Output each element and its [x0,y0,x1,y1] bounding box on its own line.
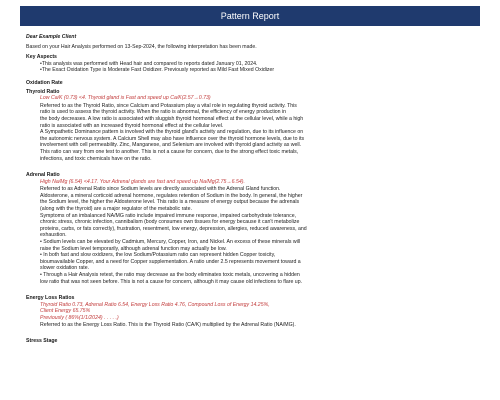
thyroid-line: the body decreases. A low ratio is associated with sluggish thyroid hormonal effect at the cellular level, while a high [40,115,304,122]
thyroid-ratio-heading: Thyroid Ratio [26,88,60,95]
adrenal-highlight: High Na/Mg (6.54) <4.17. Your Adrenal glands are fast and speed up Na/Mg(2.75→6.54). [40,178,245,185]
thyroid-line: This ratio can vary from one test to another. This is not a cause for concern, due to the strong effect toxic metals, [40,148,299,155]
adrenal-line: • In both fast and slow oxidizers, the low Sodium/Potassium ratio can represent hidden Copper toxicity, [40,252,276,259]
report-header [20,6,480,26]
key-aspects-heading: Key Aspects [26,54,57,61]
adrenal-ratio-heading: Adrenal Ratio [26,172,60,179]
thyroid-line: ratio is used to assess the thyroid activity. When the ratio is abnormal, the efficiency of energy production in [40,109,287,116]
report-body [26,34,478,345]
adrenal-line: chronic stress, chronic infection, cannibalism (body consumes own tissues for energy because it can't metabolize [40,219,300,226]
key-aspect-item: •This analysis was performed with Head hair and compared to reports dated January 01, 2024. [40,60,258,67]
energy-loss-highlight: Thyroid Ratio 0.73, Adrenal Ratio 6.54, Energy Loss Ratio 4.76, Compound Loss of Energy 14.25%, [40,301,270,308]
adrenal-line: low ratio that was not seen before. This is not a cause for concern, although it may cause old infections to flare up. [40,278,303,285]
adrenal-line: Referred to as Adrenal Ratio since Sodium levels are directly associated with the Adrenal Gland function. [40,186,281,193]
energy-loss-heading: Energy Loss Ratios [26,295,75,302]
adrenal-line: Symptoms of an imbalanced NA/MG ratio include impaired immune response, impaired carbohydrate tolerance, [40,212,297,219]
adrenal-line: Aldosterone, a mineral corticoid adrenal hormone, regulates retention of Sodium in the body. In general, the higher [40,192,303,199]
thyroid-line: infections, and toxic chemicals have on the ratio. [40,155,152,162]
adrenal-line: bioumavailable Copper, and a need for Copper supplementation. A ratio under 2.5 represents movement toward a [40,258,301,265]
adrenal-line: • Sodium levels can be elevated by Cadmium, Mercury, Copper, Iron, and Nickel. An excess of these minerals will [40,239,301,246]
adrenal-line: proteins, carbs, or fats correctly), frustration, resentment, low energy, depression, allergies, reduced awareness, and [40,225,307,232]
key-aspect-item: •The Exact Oxidation Type is Moderate Fast Oxidizer. Previously reported as Mild Fast Mixed Oxidizer [40,67,275,74]
thyroid-line: ratio is associated with an increased thyroid hormonal effect at the cellular level. [40,122,224,129]
greeting: Dear Example Client [26,34,77,40]
thyroid-line: involvement with cell permeability. Zinc, Manganese, and Selenium are involved with thyroid gland activity as well. [40,142,302,149]
adrenal-line: exhaustion. [40,232,67,239]
adrenal-line: raise the Sodium level temporarily, although adrenal function may actually be low. [40,245,227,252]
thyroid-line: A Sympathetic Dominance pattern is involved with the thyroid gland's activity and regulation, due to its influence on [40,129,304,136]
page-title: Pattern Report [220,11,280,21]
adrenal-line: the Sodium level, the higher the Aldosterone level. This ratio is a measure of energy output because the adrenals [40,199,300,206]
energy-loss-highlight: Previously ( 86%(1/1/2024) . . . . .) [40,314,119,321]
stress-stage-heading: Stress Stage [26,338,58,345]
thyroid-highlight: Low Ca/K (0.73) <4. Thyroid gland is Fast and speed up Ca/K(2.57→0.73) [40,95,211,102]
thyroid-line: Referred to as the Thyroid Ratio, since Calcium and Potassium play a vital role in regulating thyroid activity. This [40,102,297,109]
intro-text: Based on your Hair Analysis performed on 13-Sep-2024, the following interpretation has been made. [26,43,257,50]
adrenal-line: slower oxidation rate. [40,265,90,272]
thyroid-line: the autonomic nervous system. A Calcium Shell may also have influence over the thyroid hormone levels, due to its [40,135,305,142]
oxidation-rate-heading: Oxidation Rate [26,79,63,86]
energy-loss-highlight: Client Energy 65.75% [40,308,91,315]
adrenal-line: • Through a Hair Analysis retest, the ratio may decrease as the body eliminates toxic metals, uncovering a hidden [40,272,300,278]
adrenal-line: (along with the thyroid) are a major regulator of the metabolic rate. [40,206,192,213]
energy-loss-line: Referred to as the Energy Loss Ratio. This is the Thyroid Ratio (CA/K) multiplied by the Adrenal Ratio (NA/MG). [40,321,296,328]
